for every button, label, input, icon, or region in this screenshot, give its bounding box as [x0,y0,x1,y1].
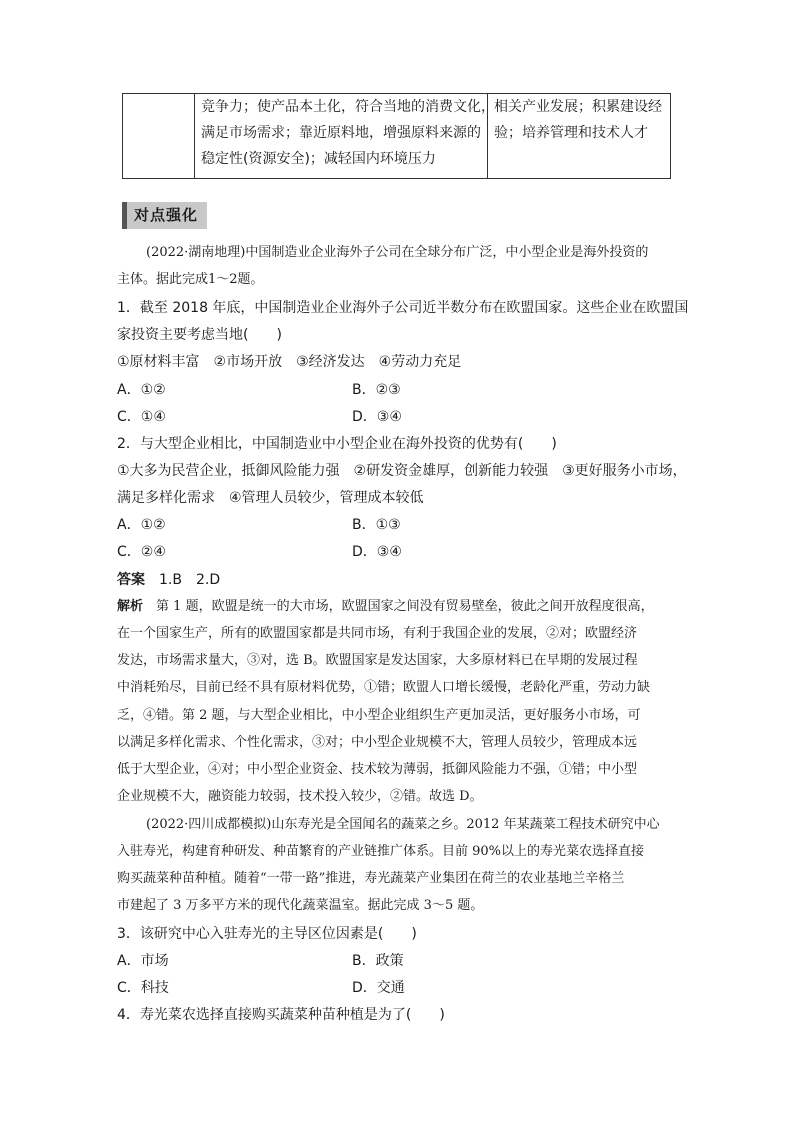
table-line: 验；培养管理和技术人才 [494,125,648,141]
table-cell-measures [195,94,495,179]
option-c: C．②④ [117,544,166,560]
option-c: C．①④ [117,409,166,425]
option-b: B．政策 [352,953,404,969]
intro-line: (2022·四川成都模拟)山东寿光是全国闻名的蔬菜之乡。2012 年某蔬菜工程技术研究中心 [146,817,660,832]
table-line: 满足市场需求；靠近原料地，增强原料来源的 [201,125,481,141]
option-a: A．①② [117,517,166,533]
intro-line: 入驻寿光，构建育种研发、种苗繁育的产业链推广体系。目前 90%以上的寿光菜农选择直接 [117,844,645,859]
analysis-line: 低于大型企业，④对；中小型企业资金、技术较为薄弱，抵御风险能力不强，①错；中小型 [117,762,638,777]
option-d: D．交通 [352,980,405,996]
option-a: A．市场 [117,953,169,969]
intro-line: 市建起了 3 万多平方米的现代化蔬菜温室。据此完成 3～5 题。 [117,898,484,913]
analysis-line: 发达，市场需求量大，③对，选 B。欧盟国家是发达国家，大多原材料已在早期的发展过程 [117,653,638,668]
question-stem: 4．寿光菜农选择直接购买蔬菜种苗种植是为了( ) [117,1007,445,1023]
analysis-line: 企业规模不大，融资能力较弱，技术投入较少，②错。故选 D。 [117,789,483,804]
analysis-line: 以满足多样化需求、个性化需求，③对；中小型企业规模不大，管理人员较少，管理成本远 [117,735,638,750]
intro-line: 主体。据此完成1～2题。 [117,272,264,287]
section-heading [122,202,207,229]
section-title: 对点强化 [134,206,199,224]
question-stem: 2．与大型企业相比，中国制造业中小型企业在海外投资的优势有( ) [117,436,557,452]
question-items: ①大多为民营企业，抵御风险能力强 ②研发资金雄厚，创新能力较强 ③更好服务小市场， [117,463,687,479]
table-row [123,94,671,179]
intro-line: (2022·湖南地理)中国制造业企业海外子公司在全球分布广泛，中小型企业是海外投资的 [146,245,649,260]
table-line: 竞争力；使产品本土化，符合当地的消费文化， [201,99,495,115]
answer-text: 1.B 2.D [159,572,221,588]
question-stem: 1．截至 2018 年底，中国制造业企业海外子公司近半数分布在欧盟国家。这些企业在欧盟国 [117,300,689,316]
summary-table-fragment [122,93,671,179]
intro-line: 购买蔬菜种苗种植。随着“一带一路”推进，寿光蔬菜产业集团在荷兰的农业基地兰辛格兰 [117,871,625,886]
option-d: D．③④ [352,409,402,425]
analysis-line: 乏，④错。第 2 题，与大型企业相比，中小型企业组织生产更加灵活，更好服务小市场，可 [117,708,641,723]
analysis-line: 解析 第 1 题，欧盟是统一的大市场，欧盟国家之间没有贸易壁垒，彼此之间开放程度很高， [117,599,654,614]
analysis-line: 在一个国家生产，所有的欧盟国家都是共同市场，有利于我国企业的发展，②对；欧盟经济 [117,626,638,641]
analysis-label: 解析 [117,599,144,614]
analysis-line: 中消耗殆尽，目前已经不具有原材料优势，①错；欧盟人口增长缓慢，老龄化严重，劳动力缺 [117,680,651,695]
table-line: 稳定性(资源安全)；减轻国内环境压力 [201,151,436,167]
table-cell-benefits [488,94,671,179]
section-heading-bar [122,202,127,229]
option-b: B．①③ [352,517,401,533]
table-cell-empty [123,94,195,179]
question-stem: 3．该研究中心入驻寿光的主导区位因素是( ) [117,926,417,942]
option-b: B．②③ [352,382,401,398]
answer-label: 答案 [117,572,145,588]
question-items: ①原材料丰富 ②市场开放 ③经济发达 ④劳动力充足 [117,354,462,370]
table-line: 相关产业发展；积累建设经 [494,99,662,115]
option-a: A．①② [117,382,166,398]
question-items: 满足多样化需求 ④管理人员较少，管理成本较低 [117,490,424,506]
option-c: C．科技 [117,980,169,996]
option-d: D．③④ [352,544,402,560]
answer-line [117,570,220,590]
question-stem: 家投资主要考虑当地( ) [117,327,282,343]
